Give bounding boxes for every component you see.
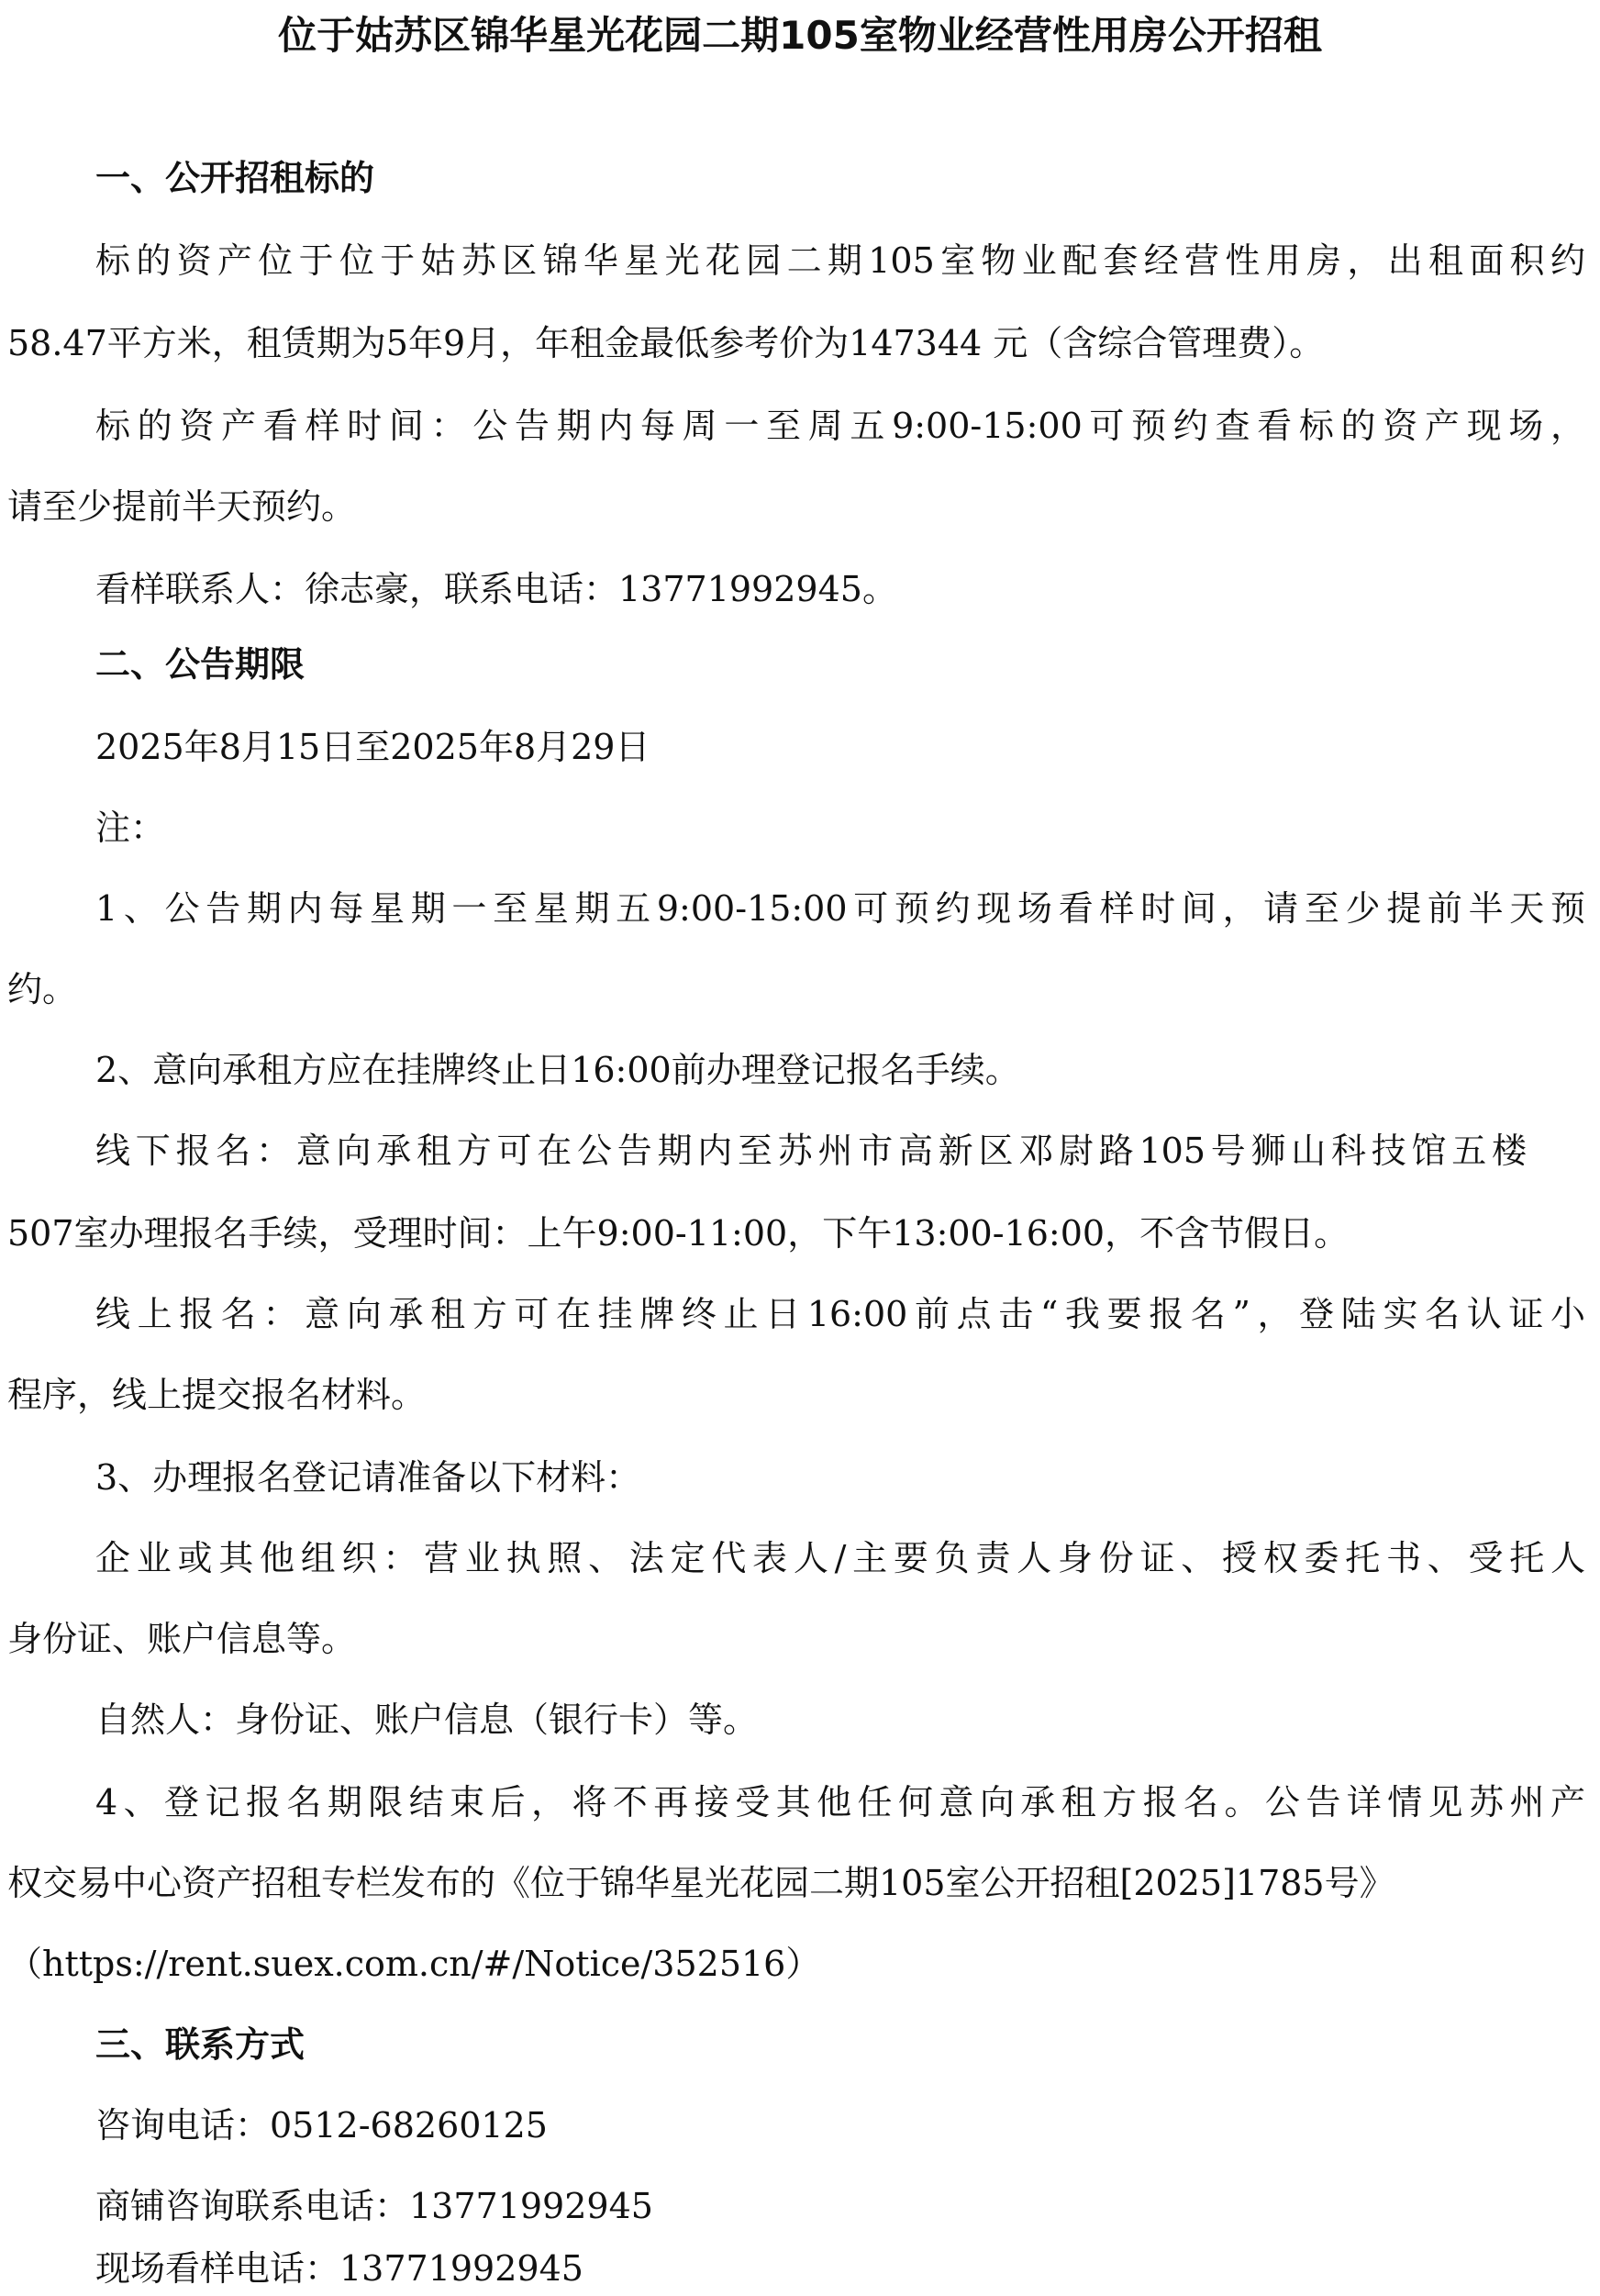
paragraph-line: 58.47平方米，租赁期为5年9月，年租金最低参考价为147344 元（含综合管理费）。 — [7, 323, 1325, 363]
paragraph-line: 标的资产位于位于姑苏区锦华星光花园二期105室物业配套经营性用房，出租面积约 — [95, 240, 1585, 281]
paragraph-line: 身份证、账户信息等。 — [7, 1619, 357, 1659]
notice-url-line: （https://rent.suex.com.cn/#/Notice/352516） — [7, 1944, 821, 1984]
document-title: 位于姑苏区锦华星光花园二期105室物业经营性用房公开招租 — [278, 13, 1322, 58]
paragraph-line: 4、登记报名期限结束后，将不再接受其他任何意向承租方报名。公告详情见苏州产 — [95, 1782, 1585, 1822]
paragraph-line: 3、办理报名登记请准备以下材料： — [95, 1457, 641, 1498]
paragraph-line: 507室办理报名手续，受理时间：上午9:00-11:00，下午13:00-16:00，不含节假日。 — [7, 1213, 1350, 1254]
paragraph-line: 看样联系人：徐志豪，联系电话：13771992945。 — [95, 569, 897, 609]
paragraph-line: 标的资产看样时间：公告期内每周一至周五9:00-15:00可预约查看标的资产现场， — [95, 406, 1585, 446]
section-heading-2: 二、公告期限 — [95, 644, 306, 685]
paragraph-line: 注： — [95, 808, 166, 848]
section-heading-3: 三、联系方式 — [95, 2024, 306, 2065]
contact-line: 现场看样电话：13771992945 — [95, 2248, 583, 2289]
contact-line: 咨询电话：0512-68260125 — [95, 2105, 548, 2146]
paragraph-line: 2、意向承租方应在挂牌终止日16:00前办理登记报名手续。 — [95, 1050, 1020, 1090]
paragraph-line: 线上报名：意向承租方可在挂牌终止日16:00前点击“我要报名”，登陆实名认证小 — [95, 1294, 1585, 1334]
paragraph-line: 2025年8月15日至2025年8月29日 — [95, 727, 650, 767]
paragraph-line: 线下报名：意向承租方可在公告期内至苏州市高新区邓尉路105号狮山科技馆五楼 — [95, 1131, 1527, 1171]
paragraph-line: 1、公告期内每星期一至星期五9:00-15:00可预约现场看样时间，请至少提前半天预 — [95, 888, 1585, 929]
paragraph-line: 自然人：身份证、账户信息（银行卡）等。 — [95, 1700, 759, 1740]
contact-line: 商铺咨询联系电话：13771992945 — [95, 2186, 653, 2226]
paragraph-line: 约。 — [7, 969, 78, 1009]
paragraph-line: 权交易中心资产招租专栏发布的《位于锦华星光花园二期105室公开招租[2025]1785号》 — [7, 1863, 1394, 1903]
paragraph-line: 企业或其他组织：营业执照、法定代表人/主要负责人身份证、授权委托书、受托人 — [95, 1538, 1585, 1578]
paragraph-line: 程序，线上提交报名材料。 — [7, 1375, 427, 1415]
section-heading-1: 一、公开招租标的 — [95, 158, 375, 198]
paragraph-line: 请至少提前半天预约。 — [7, 486, 357, 527]
